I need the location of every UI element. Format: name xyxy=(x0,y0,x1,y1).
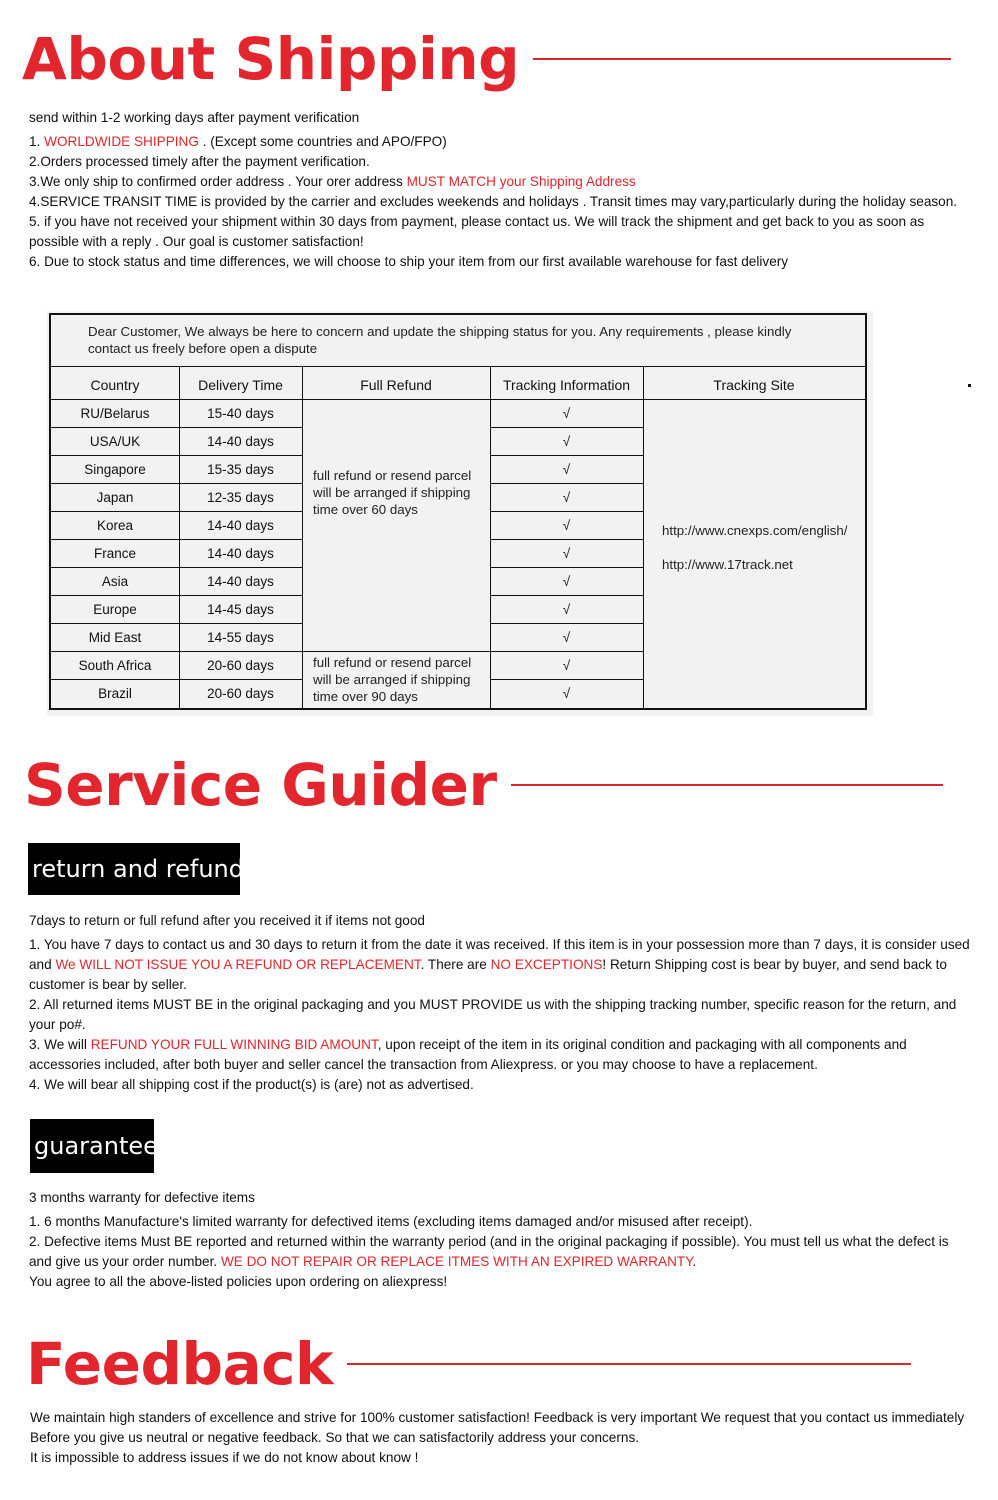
tracking-check-cell: √ xyxy=(562,685,571,701)
table-divider xyxy=(490,455,643,456)
country-cell: Mid East xyxy=(88,629,142,645)
table-divider xyxy=(51,455,302,456)
table-header-cell: Tracking Information xyxy=(502,377,631,393)
no-refund-highlight: We WILL NOT ISSUE YOU A REFUND OR REPLACEMENT xyxy=(55,957,421,972)
table-divider xyxy=(302,367,303,708)
table-divider xyxy=(51,679,302,680)
return-line-3: 3. We will REFUND YOUR FULL WINNING BID AMOUNT, upon receipt of the item in its original condition and packaging with all components and accessories included, after both buyer and seller cancel the transaction from Aliexpress. or you may choose to have a replacement. xyxy=(29,1037,907,1072)
guarantee-line-2: 2. Defective items Must BE reported and returned within the warranty period (and in the original packaging if possible). You must tell us what the defect is and give us your order number. WE DO NOT REPAIR OR REPLACE ITMES WITH AN EXPIRED WARRANTY. xyxy=(29,1234,949,1269)
guarantee-line-1: 1. 6 months Manufacture's limited warranty for defectived items (excluding items damaged and/or misused after receipt). xyxy=(29,1214,753,1229)
table-divider xyxy=(51,483,302,484)
return-line-2: 2. All returned items MUST BE in the original packaging and you MUST PROVIDE us with the shipping tracking number, specific reason for the return, and your po#. xyxy=(29,997,957,1032)
no-exceptions-highlight: NO EXCEPTIONS xyxy=(490,957,603,972)
tracking-check-cell: √ xyxy=(562,517,571,533)
guarantee-label: guarantee xyxy=(30,1119,154,1173)
tracking-check-cell: √ xyxy=(562,545,571,561)
table-divider xyxy=(490,567,643,568)
about-shipping-title: About Shipping xyxy=(22,25,520,93)
shipping-policy-text xyxy=(29,108,974,272)
country-cell: Korea xyxy=(96,517,134,533)
tracking-check-cell: √ xyxy=(562,461,571,477)
table-divider xyxy=(490,679,643,680)
shipping-intro: send within 1-2 working days after payment verification xyxy=(29,110,360,125)
table-divider xyxy=(51,623,302,624)
refund-60-text: full refund or resend parcel will be arranged if shipping time over 60 days xyxy=(313,468,472,517)
delivery-time-cell: 14-40 days xyxy=(207,517,274,533)
delivery-time-cell: 15-40 days xyxy=(207,405,274,421)
table-divider xyxy=(51,539,302,540)
country-cell: Europe xyxy=(93,601,137,617)
tracking-check-cell: √ xyxy=(562,405,571,421)
heading-rule xyxy=(511,784,943,786)
country-cell: Brazil xyxy=(98,685,132,701)
return-line-4: 4. We will bear all shipping cost if the product(s) is (are) not as advertised. xyxy=(29,1077,474,1092)
table-divider xyxy=(490,483,643,484)
feedback-title: Feedback xyxy=(26,1330,334,1398)
table-divider xyxy=(51,567,302,568)
guarantee-intro: 3 months warranty for defective items xyxy=(29,1190,255,1205)
delivery-time-cell: 14-40 days xyxy=(207,545,274,561)
service-guider-heading xyxy=(24,751,943,819)
delivery-time-cell: 12-35 days xyxy=(207,489,274,505)
delivery-time-cell: 14-45 days xyxy=(207,601,274,617)
shipping-line-1: 1. WORLDWIDE SHIPPING . (Except some countries and APO/FPO) xyxy=(29,134,447,149)
feedback-para-1: We maintain high standers of excellence and strive for 100% customer satisfaction! Feedback is very important We request that you contact us immediately Before you give us neutral or negative feedback. So that we can satisfactorily address your concerns. xyxy=(30,1410,965,1445)
feedback-heading xyxy=(26,1330,911,1398)
shipping-line-5: 5. if you have not received your shipment within 30 days from payment, please contact us. We will track the shipment and get back to you as soon as possible with a reply . Our goal is customer satisfaction! xyxy=(29,214,925,249)
country-cell: USA/UK xyxy=(89,433,141,449)
table-divider xyxy=(51,427,302,428)
tracking-site-link[interactable]: http://www.17track.net xyxy=(662,557,793,572)
delivery-time-cell: 14-40 days xyxy=(207,433,274,449)
table-header-cell: Country xyxy=(90,377,140,393)
delivery-time-cell: 14-55 days xyxy=(207,629,274,645)
table-divider xyxy=(490,539,643,540)
return-refund-label: return and refund xyxy=(28,843,240,895)
full-refund-highlight: REFUND YOUR FULL WINNING BID AMOUNT xyxy=(90,1037,378,1052)
table-divider xyxy=(51,595,302,596)
table-divider xyxy=(643,367,644,708)
table-divider xyxy=(490,651,643,652)
country-cell: Asia xyxy=(101,573,129,589)
worldwide-shipping-highlight: WORLDWIDE SHIPPING xyxy=(44,134,199,149)
table-notice: Dear Customer, We always be here to concern and update the shipping status for you. Any requirements , please kindly contact us freely before open a dispute xyxy=(51,315,865,367)
country-cell: Japan xyxy=(96,489,134,505)
shipping-line-2: 2.Orders processed timely after the payment verification. xyxy=(29,154,370,169)
country-cell: RU/Belarus xyxy=(80,405,150,421)
refund-90-text: full refund or resend parcel will be arranged if shipping time over 90 days xyxy=(313,655,472,704)
feedback-para-2: It is impossible to address issues if we do not know about know ! xyxy=(30,1450,419,1465)
expired-warranty-highlight: WE DO NOT REPAIR OR REPLACE ITMES WITH AN EXPIRED WARRANTY xyxy=(220,1254,693,1269)
guarantee-line-3: You agree to all the above-listed policies upon ordering on aliexpress! xyxy=(29,1274,448,1289)
country-cell: Singapore xyxy=(84,461,146,477)
heading-rule xyxy=(533,58,951,60)
table-header-cell: Full Refund xyxy=(360,377,432,393)
return-intro: 7days to return or full refund after you received it if items not good xyxy=(29,913,425,928)
country-cell: France xyxy=(93,545,137,561)
table-header-cell: Delivery Time xyxy=(198,377,283,393)
tracking-check-cell: √ xyxy=(562,601,571,617)
stray-dot xyxy=(968,384,971,387)
shipping-line-6: 6. Due to stock status and time differences, we will choose to ship your item from our first available warehouse for fast delivery xyxy=(29,254,789,269)
return-policy-text xyxy=(29,911,974,1095)
delivery-time-cell: 20-60 days xyxy=(207,657,274,673)
delivery-time-cell: 14-40 days xyxy=(207,573,274,589)
tracking-check-cell: √ xyxy=(562,657,571,673)
table-divider xyxy=(490,623,643,624)
delivery-time-cell: 15-35 days xyxy=(207,461,274,477)
must-match-highlight: MUST MATCH your Shipping Address xyxy=(406,174,636,189)
service-guider-title: Service Guider xyxy=(24,751,497,819)
about-shipping-heading xyxy=(22,25,951,93)
tracking-check-cell: √ xyxy=(562,629,571,645)
tracking-check-cell: √ xyxy=(562,573,571,589)
delivery-time-cell: 20-60 days xyxy=(207,685,274,701)
table-divider xyxy=(490,511,643,512)
heading-rule xyxy=(347,1363,911,1365)
table-header-cell: Tracking Site xyxy=(713,377,795,393)
table-divider xyxy=(51,511,302,512)
table-divider xyxy=(302,651,490,652)
feedback-text xyxy=(30,1408,975,1468)
country-cell: South Africa xyxy=(78,657,152,673)
return-line-1: 1. You have 7 days to contact us and 30 days to return it from the date it was received. If this item is in your possession more than 7 days, it is consider used and We WILL NOT ISSUE YOU A REFUND OR REPLACEMENT. There are NO EXCEPTIONS! Return Shipping cost is bear by buyer, and send back to customer is bear by seller. xyxy=(29,937,970,992)
shipping-line-3: 3.We only ship to confirmed order address . Your orer address MUST MATCH your Shipping Address xyxy=(29,174,636,189)
shipping-table xyxy=(49,313,867,710)
shipping-line-4: 4.SERVICE TRANSIT TIME is provided by the carrier and excludes weekends and holidays . Transit times may vary,particularly during the holiday season. xyxy=(29,194,958,209)
tracking-check-cell: √ xyxy=(562,489,571,505)
tracking-check-cell: √ xyxy=(562,433,571,449)
tracking-site-link[interactable]: http://www.cnexps.com/english/ xyxy=(662,523,848,538)
table-divider xyxy=(51,651,302,652)
guarantee-policy-text xyxy=(29,1188,974,1292)
table-divider xyxy=(490,595,643,596)
table-divider xyxy=(490,427,643,428)
